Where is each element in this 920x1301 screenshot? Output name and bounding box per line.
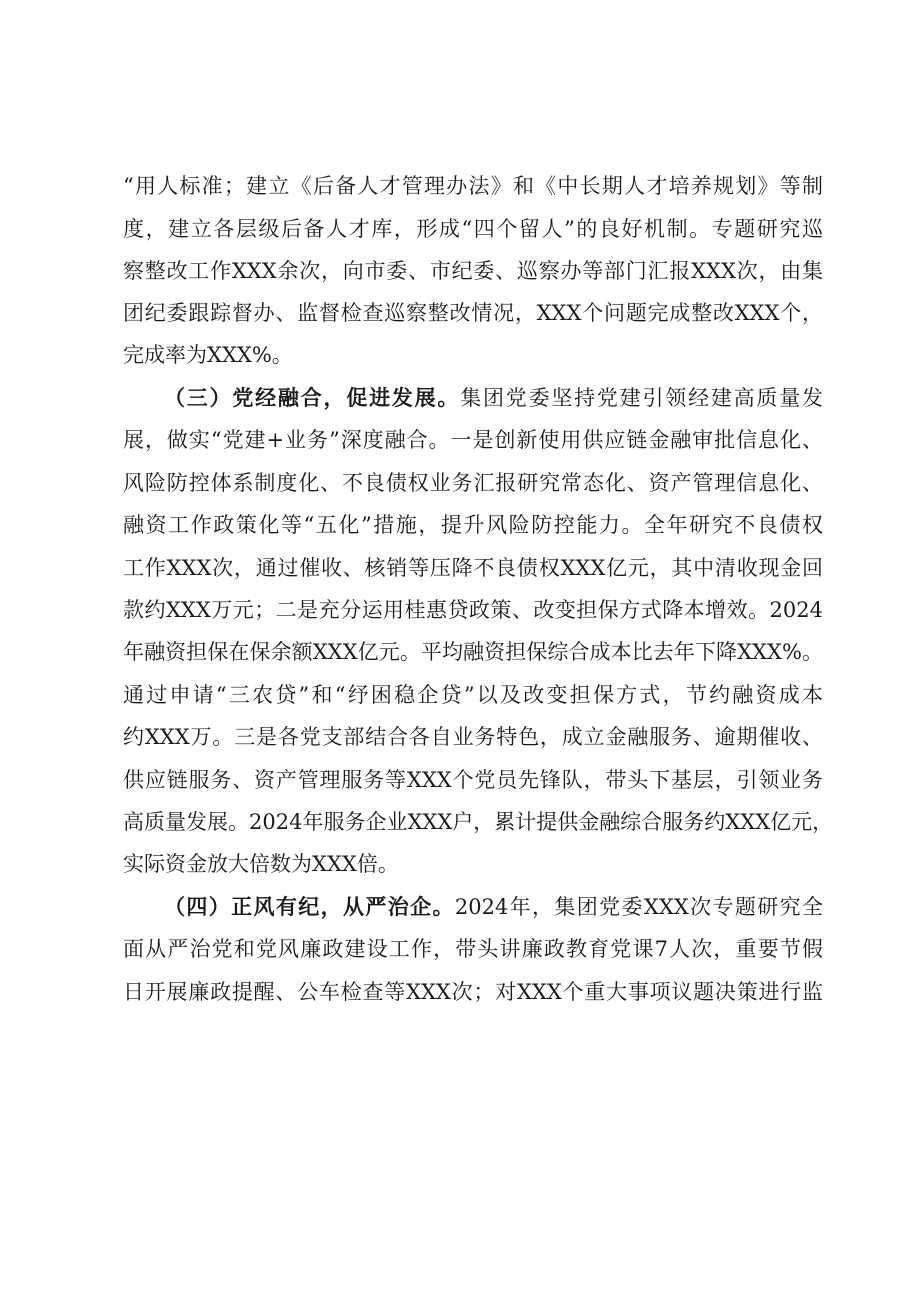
paragraph-2-line-11: 高质量发展。2024年服务企业XXX户，累计提供金融综合服务约XXX亿元， — [123, 810, 834, 834]
paragraph-2-line-1 — [164, 384, 823, 412]
paragraph-2-line-3: 风险防控体系制度化、不良债权业务汇报研究常态化、资产管理信息化、 — [123, 471, 823, 495]
paragraph-2-line-5: 工作XXX次，通过催收、核销等压降不良债权XXX亿元，其中清收现金回 — [123, 556, 823, 580]
paragraph-3-first-text: 2024年，集团党委XXX次专题研究全 — [454, 895, 824, 919]
section-heading-4: （四）正风有纪，从严治企。 — [164, 894, 455, 919]
paragraph-2-line-2: 展，做实“党建+业务”深度融合。一是创新使用供应链金融审批信息化、 — [123, 428, 823, 452]
paragraph-2-line-4: 融资工作政策化等“五化”措施，提升风险防控能力。全年研究不良债权 — [123, 513, 823, 537]
section-heading-3: （三）党经融合，促进发展。 — [164, 385, 461, 410]
paragraph-1-line-2: 度，建立各层级后备人才库，形成“四个留人”的良好机制。专题研究巡 — [123, 217, 823, 241]
paragraph-1-line-5: 完成率为XXX%。 — [123, 343, 293, 367]
paragraph-1-line-1: “用人标准；建立《后备人才管理办法》和《中长期人才培养规划》等制 — [123, 174, 823, 198]
paragraph-2-line-9: 约XXX万。三是各党支部结合各自业务特色，成立金融服务、逾期催收、 — [123, 725, 823, 749]
paragraph-1-line-4: 团纪委跟踪督办、监督检查巡察整改情况，XXX个问题完成整改XXX个， — [123, 301, 823, 325]
paragraph-3-line-1 — [164, 893, 823, 921]
paragraph-2-line-12: 实际资金放大倍数为XXX倍。 — [123, 852, 399, 876]
paragraph-2-line-6: 款约XXX万元；二是充分运用桂惠贷政策、改变担保方式降本增效。2024 — [123, 598, 823, 622]
paragraph-2-line-7: 年融资担保在保余额XXX亿元。平均融资担保综合成本比去年下降XXX%。 — [123, 640, 823, 664]
paragraph-2-line-8: 通过申请“三农贷”和“纾困稳企贷”以及改变担保方式，节约融资成本 — [123, 683, 823, 707]
paragraph-1-line-3: 察整改工作XXX余次，向市委、市纪委、巡察办等部门汇报XXX次，由集 — [123, 259, 823, 283]
paragraph-3-line-3: 日开展廉政提醒、公车检查等XXX次；对XXX个重大事项议题决策进行监 — [123, 980, 823, 1004]
paragraph-3-line-2: 面从严治党和党风廉政建设工作，带头讲廉政教育党课7人次，重要节假 — [123, 937, 823, 961]
paragraph-2-line-10: 供应链服务、资产管理服务等XXX个党员先锋队，带头下基层，引领业务 — [123, 768, 823, 792]
paragraph-2-first-text: 集团党委坚持党建引领经建高质量发 — [460, 386, 824, 410]
